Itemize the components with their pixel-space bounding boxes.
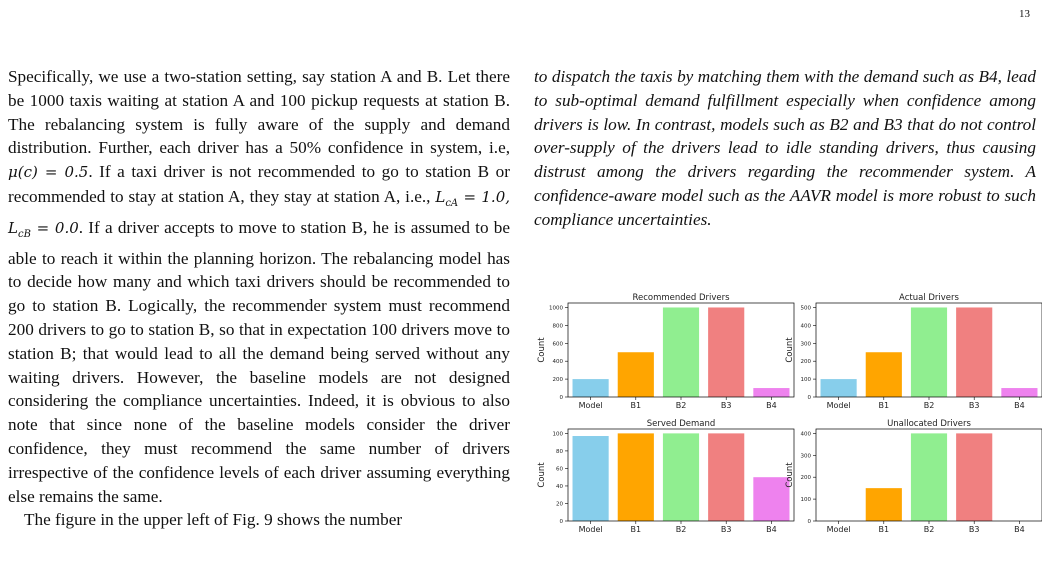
bar-model	[821, 379, 857, 397]
y-tick-label: 0	[807, 395, 811, 401]
right-column	[534, 65, 1036, 232]
bar-model	[573, 436, 609, 521]
x-tick-label: B1	[878, 401, 890, 410]
x-tick-label: B1	[630, 401, 642, 410]
y-tick-label: 0	[807, 519, 811, 525]
y-tick-label: 0	[559, 519, 563, 525]
y-tick-label: 100	[800, 377, 811, 384]
text-run: Specifically, we use a two-station setting, say station A and B. Let there be 1000 taxis waiting at station A and 100 pickup requests at station B. The rebalancing system is fully aware of the supply and demand distribution. Further, each driver has a 50% confidence in system, i.e,	[8, 67, 510, 158]
x-tick-label: B2	[675, 401, 687, 410]
y-tick-label: 400	[800, 431, 811, 438]
bar-b3	[708, 307, 744, 397]
y-tick-label: 400	[552, 359, 563, 366]
text-run: . If a taxi driver is not recommended to go to station B or recommended to stay at station A, they stay at station A, i.e.,	[8, 162, 510, 206]
axis-label-y: Count	[785, 462, 795, 488]
x-tick-label: Model	[826, 525, 851, 534]
x-tick-label: B4	[1014, 401, 1025, 410]
bar-b1	[618, 433, 654, 521]
bar-model	[573, 379, 609, 397]
x-tick-label: B4	[766, 525, 777, 534]
paragraph-2: The figure in the upper left of Fig. 9 shows the number	[24, 510, 403, 530]
page-number: 13	[1019, 8, 1030, 20]
y-tick-label: 100	[552, 431, 563, 438]
x-tick-label: B3	[720, 525, 732, 534]
chart-title: Recommended Drivers	[632, 293, 730, 303]
y-tick-label: 800	[552, 323, 563, 330]
y-tick-label: 80	[556, 448, 563, 455]
y-tick-label: 1000	[549, 305, 563, 312]
paragraph-1	[8, 65, 510, 508]
y-tick-label: 200	[800, 359, 811, 366]
y-tick-label: 400	[800, 323, 811, 330]
bar-b4	[753, 388, 789, 397]
y-tick-label: 300	[800, 341, 811, 348]
bar-b3	[956, 433, 992, 521]
x-tick-label: B2	[675, 525, 687, 534]
bar-b2	[911, 433, 947, 521]
x-tick-label: B1	[878, 525, 890, 534]
figure-svg	[534, 286, 1042, 562]
bar-b3	[956, 307, 992, 397]
paragraph-right: to dispatch the taxis by matching them with the demand such as B4, lead to sub-optimal demand fulfillment especially when confidence among drivers is low. In contrast, models such as B2 and B3 that do not control over-supply of the drivers lead to idle standing drivers, thus causing distrust among the drivers regarding the recommender system. A confidence-aware model such as the AAVR model is more robust to such compliance uncertainties.	[534, 67, 1036, 229]
bar-b1	[618, 352, 654, 397]
x-tick-label: B4	[1014, 525, 1025, 534]
axis-label-y: Count	[785, 337, 795, 363]
math-confidence: μ(c) = 0.5	[8, 163, 89, 182]
y-tick-label: 500	[800, 305, 811, 312]
y-tick-label: 100	[800, 497, 811, 504]
math-lca: $L_{cA} = 1.0$, $L_{cB} = 0.0$	[8, 187, 511, 240]
x-tick-label: B3	[968, 401, 980, 410]
y-tick-label: 20	[556, 501, 563, 508]
bar-b1	[866, 352, 902, 397]
y-tick-label: 200	[800, 475, 811, 482]
x-tick-label: Model	[826, 401, 851, 410]
x-tick-label: B4	[766, 401, 777, 410]
chart-title: Unallocated Drivers	[887, 419, 971, 429]
chart-title: Served Demand	[646, 419, 716, 429]
bar-b3	[708, 433, 744, 521]
left-column	[8, 65, 510, 532]
x-tick-label: B1	[630, 525, 642, 534]
x-tick-label: Model	[578, 401, 603, 410]
y-tick-label: 0	[559, 395, 563, 401]
x-tick-label: Model	[578, 525, 603, 534]
x-tick-label: B2	[923, 401, 935, 410]
axis-label-y: Count	[537, 337, 547, 363]
bar-b2	[663, 307, 699, 397]
y-tick-label: 40	[556, 483, 563, 490]
x-tick-label: B3	[968, 525, 980, 534]
text-run: . If a driver accepts to move to station B, he is assumed to be able to reach it within the planning horizon. The rebalancing model has to decide how many and which taxi drivers should be recommended to go to station B. Logically, the recommender system must recommend 200 drivers to go to station B, so that in expectation 100 drivers move to station B; that would lead to all the demand being served without any waiting drivers. However, the baseline models are not designed considering the compliance uncertainties. Indeed, it is obvious to also note that since none of the baseline models consider the driver confidence, they must recommend the same number of drivers irrespective of the confidence levels of each driver assuming everything else remains the same.	[8, 217, 510, 506]
figure-bar-charts	[534, 286, 1042, 562]
y-tick-label: 600	[552, 341, 563, 348]
axis-label-y: Count	[537, 462, 547, 488]
y-tick-label: 300	[800, 453, 811, 460]
bar-b4	[1001, 388, 1037, 397]
bar-b2	[663, 433, 699, 521]
y-tick-label: 200	[552, 377, 563, 384]
bar-b2	[911, 307, 947, 397]
chart-title: Actual Drivers	[899, 293, 959, 303]
bar-b1	[866, 488, 902, 521]
y-tick-label: 60	[556, 466, 563, 473]
x-tick-label: B3	[720, 401, 732, 410]
x-tick-label: B2	[923, 525, 935, 534]
